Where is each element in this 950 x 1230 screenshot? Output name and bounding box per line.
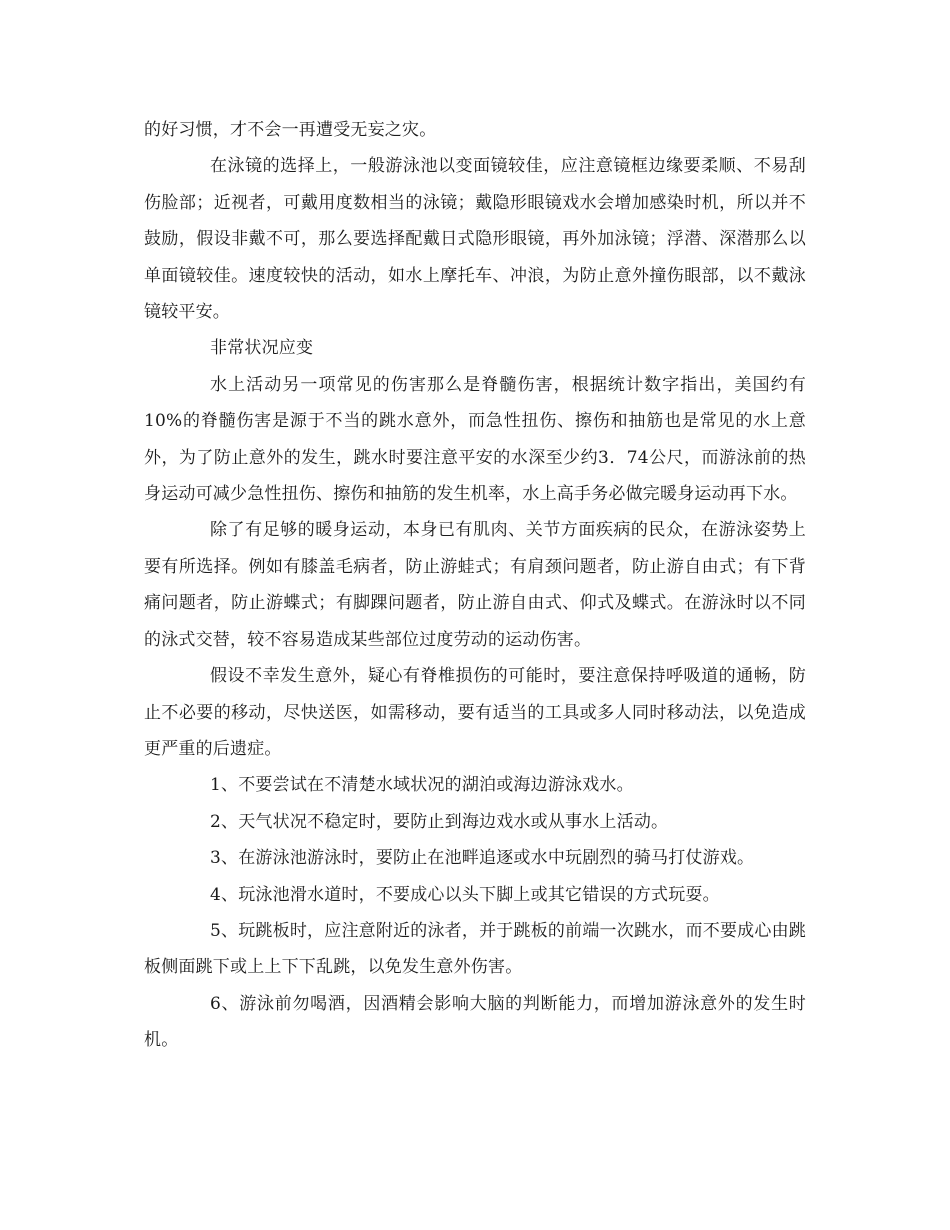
list-item-2: 2、天气状况不稳定时，要防止到海边戏水或从事水上活动。 [210, 811, 669, 832]
section-heading: 非常状况应变 [210, 338, 314, 359]
document-body [144, 112, 806, 1059]
list-item-1: 1、不要尝试在不清楚水域状况的湖泊或海边游泳戏水。 [210, 775, 634, 796]
list-item-3: 3、在游泳池游泳时，要防止在池畔追逐或水中玩剧烈的骑马打仗游戏。 [210, 848, 755, 869]
paragraph-accident: 假设不幸发生意外，疑心有脊椎损伤的可能时，要注意保持呼吸道的通畅，防止不必要的移动，尽快送医，如需移动，要有适当的工具或多人同时移动法，以免造成更严重的后遗症。 [144, 666, 806, 759]
paragraph-continuation: 的好习惯，才不会一再遭受无妄之灾。 [144, 120, 437, 140]
paragraph-warmup: 除了有足够的暖身运动，本身已有肌肉、关节方面疾病的民众，在游泳姿势上要有所选择。例如有膝盖毛病者，防止游蛙式；有肩颈问题者，防止游自由式；有下背痛问题者，防止游蝶式；有脚踝问题者，防止游自由式、仰式及蝶式。在游泳时以不同的泳式交替，较不容易造成某些部位过度劳动的运动伤害。 [144, 520, 806, 650]
paragraph-goggles: 在泳镜的选择上，一般游泳池以变面镜较佳，应注意镜框边缘要柔顺、不易刮伤脸部；近视者，可戴用度数相当的泳镜；戴隐形眼镜戏水会增加感染时机，所以并不鼓励，假设非戴不可，那么要选择配戴日式隐形眼镜，再外加泳镜；浮潜、深潜那么以单面镜较佳。速度较快的活动，如水上摩托车、冲浪，为防止意外撞伤眼部，以不戴泳镜较平安。 [144, 156, 806, 323]
list-item-6: 6、游泳前勿喝酒，因酒精会影响大脑的判断能力，而增加游泳意外的发生时机。 [144, 993, 806, 1051]
paragraph-spinal-injury: 水上活动另一项常见的伤害那么是脊髓伤害，根据统计数字指出，美国约有10%的脊髓伤害是源于不当的跳水意外，而急性扭伤、擦伤和抽筋也是常见的水上意外，为了防止意外的发生，跳水时要注意平安的水深至少约3．74公尺，而游泳前的热身运动可减少急性扭伤、擦伤和抽筋的发生机率，水上高手务必做完暖身运动再下水。 [144, 374, 806, 505]
list-item-5: 5、玩跳板时，应注意附近的泳者，并于跳板的前端一次跳水，而不要成心由跳板侧面跳下或上上下下乱跳，以免发生意外伤害。 [144, 920, 806, 978]
list-item-4: 4、玩泳池滑水道时，不要成心以头下脚上或其它错误的方式玩耍。 [210, 884, 720, 905]
